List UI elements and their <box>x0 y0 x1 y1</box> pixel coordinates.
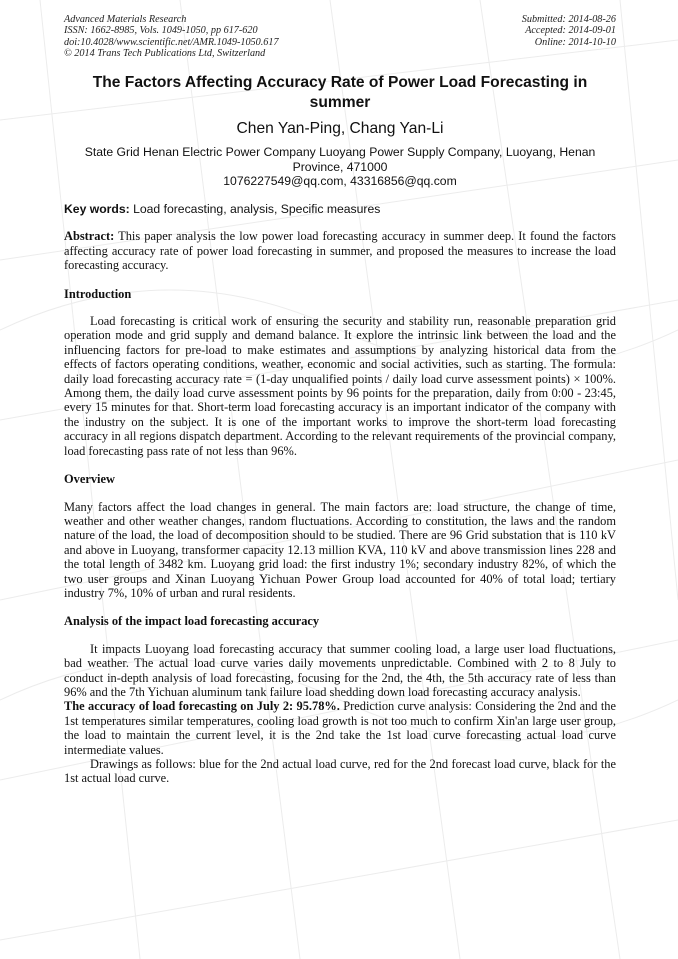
july2-text: Prediction curve analysis: Considering the 2nd and the 1st temperatures similar temperatures, cooling load growth is not too much to confirm Xin'an large user group, the load to maintain the current level, it is the 2nd take the 1st load curve forecasting actual load curve intermediate values. <box>64 699 616 757</box>
paper-title: The Factors Affecting Accuracy Rate of Power Load Forecasting in summer <box>92 74 588 112</box>
online-date: Online: 2014-10-10 <box>534 36 616 48</box>
abstract-text: This paper analysis the low power load forecasting accuracy in summer deep. It found the factors affecting accuracy rate of power load forecasting in summer, and proposed the measures to increase the load forecasting accuracy. <box>64 229 616 273</box>
keywords <box>64 202 616 217</box>
keywords-text: Load forecasting, analysis, Specific measures <box>129 202 381 217</box>
paper-authors: Chen Yan-Ping, Chang Yan-Li <box>236 120 444 138</box>
abstract-label: Abstract: <box>64 229 115 244</box>
accepted-date: Accepted: 2014-09-01 <box>525 25 616 37</box>
submitted-date: Submitted: 2014-08-26 <box>521 14 616 25</box>
july2-label: The accuracy of load forecasting on July 2: 95.78%. <box>64 699 340 714</box>
introduction-heading: Introduction <box>64 286 132 301</box>
analysis-heading: Analysis of the impact load forecasting accuracy <box>64 614 320 629</box>
overview-body: Many factors affect the load changes in general. The main factors are: load structure, the change of time, weather and other weather changes, random fluctuations. According to constitution, the laws and the random nature of the load, the load of decomposition should to be studied. There are 96 Grid substation that is 110 kV and above in Luoyang, transformer capacity 12.13 million KVA, 110 kV and above transmission lines 228 and the total length of 3482 km. Luoyang grid load: the first industry 1%; secondary industry 82%, of which the two user groups and Xinan Luoyang Yichuan Power Group load accounted for 40% of total load; tertiary industry 7%, 10% of urban and rural residents. <box>64 499 616 600</box>
drawings-paragraph: Drawings as follows: blue for the 2nd actual load curve, red for the 2nd forecast load curve, black for the 1st actual load curve. <box>64 757 616 786</box>
journal-info <box>64 14 279 59</box>
overview-heading: Overview <box>64 472 115 487</box>
affiliation-block <box>64 145 616 188</box>
author-emails: 1076227549@qq.com, 43316856@qq.com <box>223 174 457 188</box>
introduction-body: Load forecasting is critical work of ensuring the security and stability run, reasonable preparation grid operation mode and grid supply and demand balance. It explore the intrinsic link between the load and the influencing factors for pre-load to make estimates and assumptions by analyzing historical data from the effects of factors operating conditions, weather, economic and social activities, such as starting. The formula: daily load forecasting accuracy rate = (1-day unqualified points / daily load curve assessment points) × 100%. Among them, the daily load curve assessment points by 96 points for the preparation, daily from 0:00 - 23:45, every 15 minutes for that. Short-term load forecasting accuracy is an important indicator of the company with the industry on the subject. It is one of the important works to improve the short-term load forecasting accuracy in all regions dispatch department. According to the relevant requirements of the provincial company, load forecasting pass rate of not less than 96%. <box>64 314 616 458</box>
journal-name: Advanced Materials Research <box>64 14 187 25</box>
keywords-label: Key words: <box>64 202 130 217</box>
analysis-body: It impacts Luoyang load forecasting accuracy that summer cooling load, a large user load fluctuations, bad weather. The actual load curve varies daily movements unpredictable. Combined with 2 to 8 July to conduct in-depth analysis of load forecasting, focusing for the 2nd, the 4th, the 5th accuracy rate of less than 96% and the 7th Yichuan aluminum tank failure load shedding down load forecasting accuracy analysis. <box>64 641 616 699</box>
abstract <box>64 229 616 272</box>
journal-issn: ISSN: 1662-8985, Vols. 1049-1050, pp 617-620 <box>64 25 258 37</box>
affiliation: State Grid Henan Electric Power Company Luoyang Power Supply Company, Luoyang, Henan Province, 471000 <box>84 145 596 174</box>
july2-paragraph <box>64 699 616 757</box>
journal-header <box>64 14 616 59</box>
journal-copyright: © 2014 Trans Tech Publications Ltd, Switzerland <box>64 47 266 59</box>
publication-dates <box>522 14 616 59</box>
journal-doi: doi:10.4028/www.scientific.net/AMR.1049-1050.617 <box>64 36 279 48</box>
